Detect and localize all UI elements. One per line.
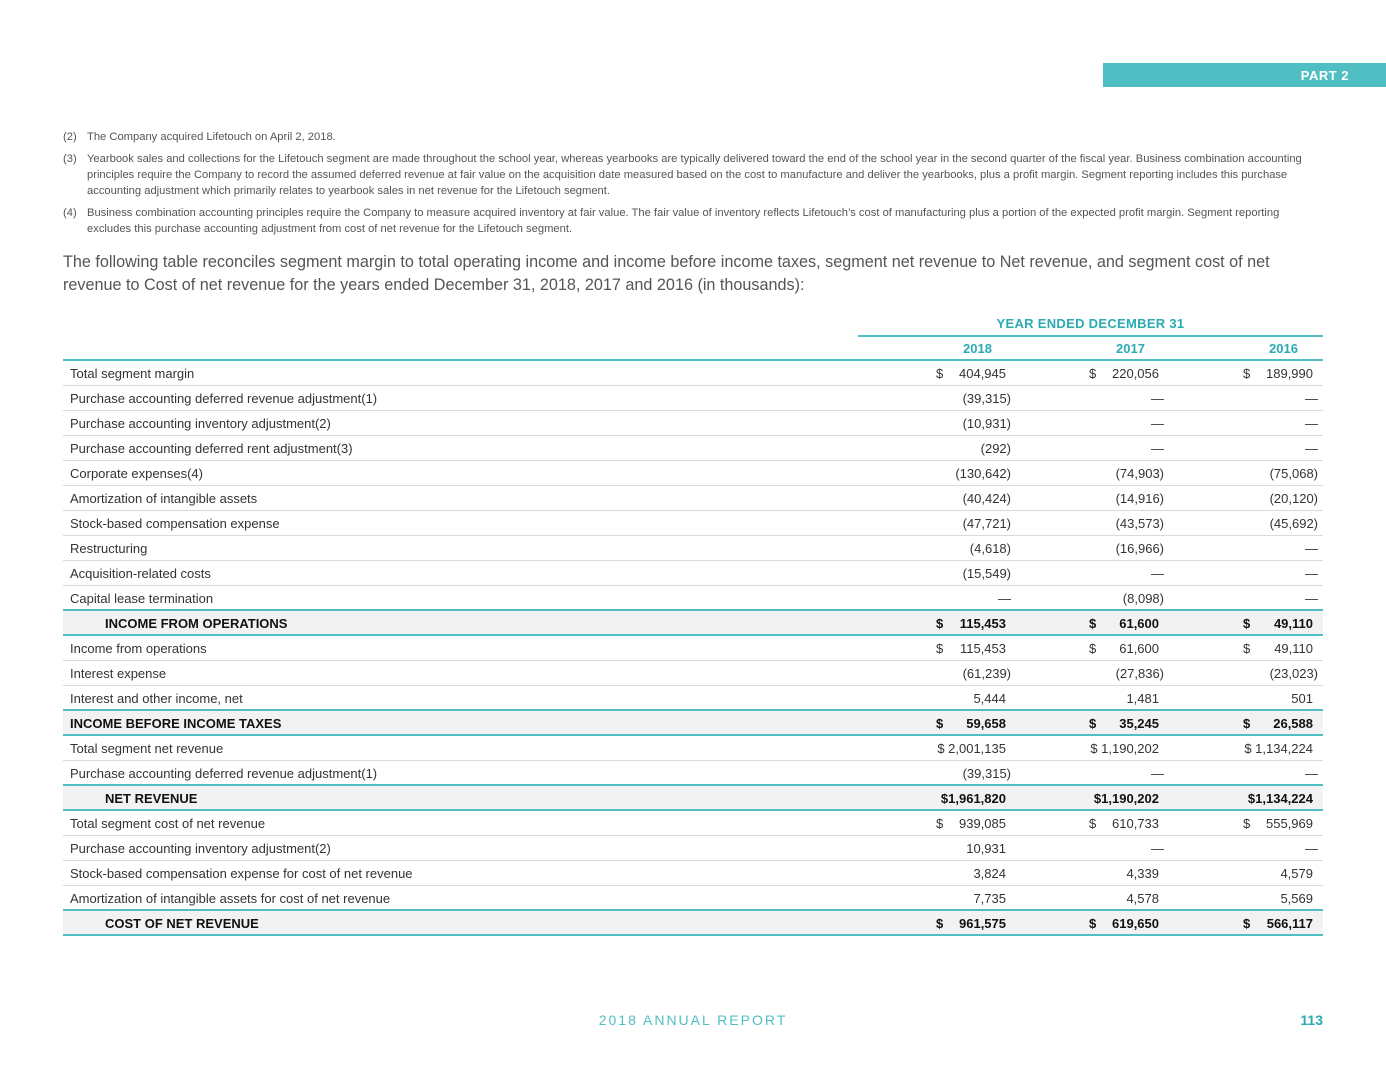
table-row [63,561,1323,586]
row-label: NET REVENUE [105,791,198,806]
cell-value: — [1305,416,1318,431]
footer-report-title: 2018 ANNUAL REPORT [598,1012,788,1028]
value-cell-2016 [1165,586,1318,610]
value-cell-2017 [1011,411,1164,435]
cell-value: — [1305,766,1318,781]
value-cell-2016 [1165,661,1318,685]
cell-value: 49,110 [1273,616,1313,631]
value-cell-2017 [1011,511,1164,535]
value-cell-2017 [1011,586,1164,610]
cell-value: (4,618) [969,541,1011,556]
row-label: Interest and other income, net [70,691,243,706]
cell-value: 189,990 [1266,366,1313,381]
table-row [63,686,1323,711]
cell-value: 610,733 [1112,816,1159,831]
row-label: Capital lease termination [70,591,214,606]
table-body [63,361,1323,936]
table-row [63,886,1323,911]
value-cell-2016 [1165,736,1318,760]
value-cell-2018 [858,611,1011,635]
footnote-number: (4) [63,207,77,219]
value-cell-2017 [1011,611,1164,635]
value-cell-2018 [858,861,1011,885]
row-label: Stock-based compensation expense for cost of net revenue [70,866,413,881]
row-label: Interest expense [70,666,167,681]
currency-symbol: $ [936,616,944,631]
cell-value: 961,575 [959,916,1006,931]
value-cell-2018 [858,511,1011,535]
cell-value: (15,549) [962,566,1011,581]
cell-value: — [1305,441,1318,456]
cell-value: 4,339 [1126,866,1159,881]
row-label: Purchase accounting inventory adjustment(2) [70,416,331,431]
value-cell-2017 [1011,711,1164,735]
cell-value: (292) [980,441,1011,456]
value-cell-2017 [1011,786,1164,810]
part-tab: PART 2 [1103,63,1386,87]
value-cell-2018 [858,911,1011,935]
currency-symbol: $ [1089,641,1097,656]
table-row [63,511,1323,536]
currency-symbol: $ [1243,366,1251,381]
table-row [63,736,1323,761]
currency-symbol: $ [936,916,944,931]
row-label: COST OF NET REVENUE [105,916,259,931]
value-cell-2016 [1165,811,1318,835]
cell-value: 939,085 [959,816,1006,831]
value-cell-2016 [1165,761,1318,785]
value-cell-2018 [858,461,1011,485]
table-row [63,611,1323,636]
row-label: Stock-based compensation expense [70,516,280,531]
cell-value: (75,068) [1269,466,1318,481]
currency-symbol: $ [1243,641,1251,656]
value-cell-2017 [1011,761,1164,785]
table-row [63,911,1323,936]
cell-value: 59,658 [966,716,1006,731]
value-cell-2017 [1011,886,1164,910]
row-label: Total segment net revenue [70,741,224,756]
table-row [63,661,1323,686]
value-cell-2016 [1165,686,1318,710]
year-header-2017: 2017 [1116,341,1145,356]
footnote [63,205,1323,237]
table-row [63,386,1323,411]
row-label: Acquisition-related costs [70,566,211,581]
row-label: Total segment cost of net revenue [70,816,266,831]
cell-value: — [1151,766,1164,781]
value-cell-2018 [858,536,1011,560]
cell-value: 501 [1291,691,1313,706]
cell-value: 115,453 [959,616,1006,631]
table-row [63,411,1323,436]
reconciliation-table [63,311,1323,936]
value-cell-2017 [1011,686,1164,710]
cell-value: (8,098) [1122,591,1164,606]
currency-symbol: $ [1089,366,1097,381]
value-cell-2017 [1011,486,1164,510]
cell-value: 7,735 [973,891,1006,906]
intro-paragraph: The following table reconciles segment margin to total operating income and income before income taxes, segment net revenue to Net revenue, and segment cost of net revenue to Cost of net revenue for the years ended December 31, 2018, 2017 and 2016 (in thousands): [63,253,1270,294]
value-cell-2016 [1165,786,1318,810]
row-label: INCOME BEFORE INCOME TAXES [70,716,282,731]
footnote-text: Business combination accounting principles require the Company to measure acquired inventory at fair value. The fair value of inventory reflects Lifetouch’s cost of manufacturing plus a portion of the expected profit margin. Segment reporting excludes this purchase accounting adjustment from cost of net revenue for the Lifetouch segment. [87,207,1280,235]
value-cell-2018 [858,361,1011,385]
value-cell-2018 [858,636,1011,660]
cell-value: — [1305,841,1318,856]
footnote-text: Yearbook sales and collections for the Lifetouch segment are made throughout the school year, whereas yearbooks are typically delivered toward the end of the school year in the second quarter of the fiscal year. Business combination accounting principles require the Company to record the assumed deferred revenue at fair value on the acquisition date measured based on the cost to manufacture and deliver the yearbooks, plus a profit margin. Segment reporting includes this purchase accounting adjustment which primarily relates to yearbook sales in net revenue for the Lifetouch segment. [87,153,1302,197]
cell-value: — [1305,541,1318,556]
value-cell-2017 [1011,361,1164,385]
currency-symbol: $ [936,641,944,656]
value-cell-2018 [858,586,1011,610]
cell-value: 1,481 [1126,691,1159,706]
table-row [63,461,1323,486]
currency-symbol: $ [1089,816,1097,831]
value-cell-2018 [858,736,1011,760]
currency-symbol: $ [1243,916,1251,931]
cell-value: 35,245 [1119,716,1159,731]
row-label: Purchase accounting inventory adjustment(2) [70,841,331,856]
table-row [63,836,1323,861]
value-cell-2018 [858,711,1011,735]
value-cell-2018 [858,561,1011,585]
cell-value: (40,424) [962,491,1011,506]
cell-value: 220,056 [1112,366,1159,381]
value-cell-2016 [1165,836,1318,860]
value-cell-2016 [1165,511,1318,535]
table-row [63,361,1323,386]
value-cell-2017 [1011,436,1164,460]
table-row [63,786,1323,811]
value-cell-2016 [1165,411,1318,435]
value-cell-2016 [1165,486,1318,510]
table-row [63,761,1323,786]
cell-value: 26,588 [1273,716,1313,731]
value-cell-2016 [1165,361,1318,385]
currency-symbol: $ [1089,916,1097,931]
cell-value: 10,931 [966,841,1006,856]
value-cell-2017 [1011,461,1164,485]
footnotes [63,129,1323,243]
table-row [63,436,1323,461]
currency-symbol: $ [1243,716,1251,731]
cell-value: 5,569 [1280,891,1313,906]
cell-value: (27,836) [1115,666,1164,681]
footnote-number: (2) [63,131,77,143]
cell-value: (47,721) [962,516,1011,531]
table-row [63,586,1323,611]
value-cell-2017 [1011,561,1164,585]
cell-value: — [1305,566,1318,581]
cell-value: (10,931) [962,416,1011,431]
value-cell-2016 [1165,436,1318,460]
value-cell-2018 [858,886,1011,910]
cell-value: 404,945 [959,366,1006,381]
footnote-number: (3) [63,153,77,165]
cell-value: (39,315) [962,766,1011,781]
cell-value: — [998,591,1011,606]
table-row [63,636,1323,661]
cell-value: 115,453 [959,641,1006,656]
cell-value: 566,117 [1266,916,1313,931]
value-cell-2017 [1011,736,1164,760]
cell-value: — [1151,391,1164,406]
page-number: 113 [1300,1012,1323,1028]
value-cell-2018 [858,836,1011,860]
currency-symbol: $ [936,366,944,381]
value-cell-2017 [1011,386,1164,410]
cell-value: $ 2,001,135 [937,741,1006,756]
value-cell-2016 [1165,611,1318,635]
value-cell-2016 [1165,711,1318,735]
value-cell-2017 [1011,661,1164,685]
cell-value: (45,692) [1269,516,1318,531]
footnote-text: The Company acquired Lifetouch on April 2, 2018. [87,131,336,143]
value-cell-2016 [1165,461,1318,485]
row-label: Amortization of intangible assets for cost of net revenue [70,891,391,906]
table-year-header-row [63,336,1323,361]
currency-symbol: $ [1089,616,1097,631]
cell-value: $ 1,134,224 [1244,741,1313,756]
table-row [63,711,1323,736]
cell-value: — [1305,391,1318,406]
row-label: Amortization of intangible assets [70,491,258,506]
value-cell-2016 [1165,861,1318,885]
cell-value: — [1151,416,1164,431]
year-ended-header: YEAR ENDED DECEMBER 31 [858,311,1323,337]
cell-value: 61,600 [1119,616,1159,631]
table-row [63,861,1323,886]
row-label: Corporate expenses(4) [70,466,203,481]
cell-value: (39,315) [962,391,1011,406]
year-header-2016: 2016 [1269,341,1298,356]
value-cell-2017 [1011,861,1164,885]
currency-symbol: $ [936,716,944,731]
value-cell-2018 [858,436,1011,460]
value-cell-2017 [1011,911,1164,935]
cell-value: $ 1,190,202 [1090,741,1159,756]
year-header-2018: 2018 [963,341,992,356]
value-cell-2018 [858,761,1011,785]
currency-symbol: $ [1089,716,1097,731]
cell-value: 555,969 [1266,816,1313,831]
cell-value: 49,110 [1274,641,1313,656]
table-group-header-row [63,311,1323,336]
table-row [63,536,1323,561]
cell-value: 4,578 [1126,891,1159,906]
cell-value: (14,916) [1115,491,1164,506]
row-label: Total segment margin [70,366,195,381]
cell-value: 5,444 [973,691,1006,706]
cell-value: — [1151,841,1164,856]
cell-value: $1,961,820 [940,791,1006,806]
value-cell-2017 [1011,636,1164,660]
footnote [63,129,1323,145]
row-label: Purchase accounting deferred revenue adjustment(1) [70,391,378,406]
row-label: Restructuring [70,541,148,556]
currency-symbol: $ [936,816,944,831]
cell-value: $1,134,224 [1247,791,1313,806]
value-cell-2018 [858,811,1011,835]
cell-value: (16,966) [1115,541,1164,556]
table-row [63,486,1323,511]
cell-value: $1,190,202 [1093,791,1159,806]
cell-value: — [1151,441,1164,456]
row-label: Purchase accounting deferred revenue adjustment(1) [70,766,378,781]
value-cell-2017 [1011,836,1164,860]
value-cell-2016 [1165,386,1318,410]
value-cell-2016 [1165,561,1318,585]
row-label: Income from operations [70,641,207,656]
cell-value: (61,239) [962,666,1011,681]
value-cell-2018 [858,486,1011,510]
footnote [63,151,1323,199]
value-cell-2018 [858,386,1011,410]
value-cell-2017 [1011,536,1164,560]
cell-value: 4,579 [1280,866,1313,881]
cell-value: (130,642) [955,466,1011,481]
cell-value: 3,824 [973,866,1006,881]
cell-value: — [1305,591,1318,606]
value-cell-2017 [1011,811,1164,835]
cell-value: — [1151,566,1164,581]
value-cell-2016 [1165,886,1318,910]
value-cell-2018 [858,661,1011,685]
cell-value: (23,023) [1269,666,1318,681]
value-cell-2018 [858,686,1011,710]
value-cell-2018 [858,411,1011,435]
cell-value: 619,650 [1112,916,1159,931]
currency-symbol: $ [1243,816,1251,831]
cell-value: (74,903) [1115,466,1164,481]
value-cell-2016 [1165,911,1318,935]
value-cell-2016 [1165,536,1318,560]
table-row [63,811,1323,836]
cell-value: (20,120) [1269,491,1318,506]
cell-value: 61,600 [1119,641,1159,656]
row-label: Purchase accounting deferred rent adjustment(3) [70,441,353,456]
value-cell-2016 [1165,636,1318,660]
currency-symbol: $ [1243,616,1251,631]
row-label: INCOME FROM OPERATIONS [105,616,288,631]
value-cell-2018 [858,786,1011,810]
cell-value: (43,573) [1115,516,1164,531]
